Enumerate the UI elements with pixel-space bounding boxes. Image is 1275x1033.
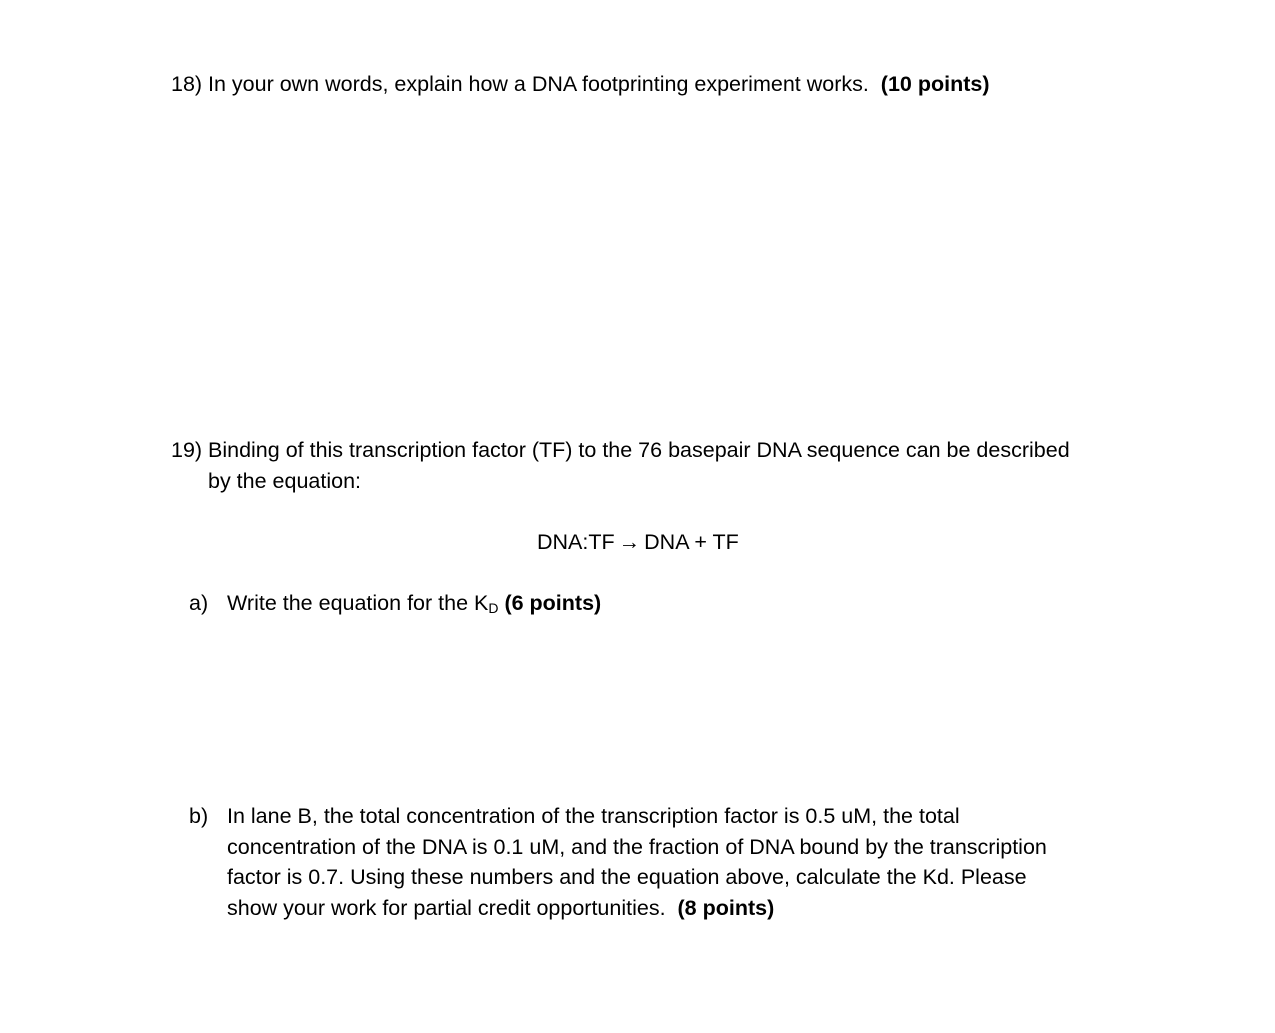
- question-text: [208, 69, 1168, 100]
- part-prompt: Write the equation for the K: [227, 591, 489, 615]
- part-line-last: [227, 893, 1127, 924]
- equation-products: DNA + TF: [644, 530, 739, 554]
- part-line: In lane B, the total concentration of the transcription factor is 0.5 uM, the total: [227, 804, 960, 828]
- question-line: by the equation:: [208, 468, 362, 493]
- arrow-right-icon: →: [618, 530, 641, 554]
- reaction-equation: [537, 527, 739, 558]
- question-text: [208, 435, 1168, 496]
- question-number: 19): [171, 438, 203, 462]
- points-label: (10 points): [880, 72, 990, 96]
- part-text: [227, 801, 1127, 923]
- points-label: (8 points): [677, 895, 775, 920]
- part-label: a): [189, 591, 209, 615]
- part-label: b): [189, 804, 209, 828]
- part-prompt: show your work for partial credit opportunities.: [227, 895, 666, 920]
- part-line: concentration of the DNA is 0.1 uM, and the fraction of DNA bound by the transcription: [227, 834, 1047, 859]
- question-line: Binding of this transcription factor (TF) to the 76 basepair DNA sequence can be described: [208, 438, 1070, 462]
- equation-reactant: DNA:TF: [537, 530, 615, 554]
- question-number: 18): [171, 72, 203, 96]
- part-text: [227, 588, 1127, 621]
- part-line: factor is 0.7. Using these numbers and the equation above, calculate the Kd. Please: [227, 865, 1027, 889]
- question-prompt: In your own words, explain how a DNA footprinting experiment works.: [208, 72, 869, 96]
- points-label: (6 points): [504, 591, 602, 615]
- kd-subscript: D: [488, 600, 499, 616]
